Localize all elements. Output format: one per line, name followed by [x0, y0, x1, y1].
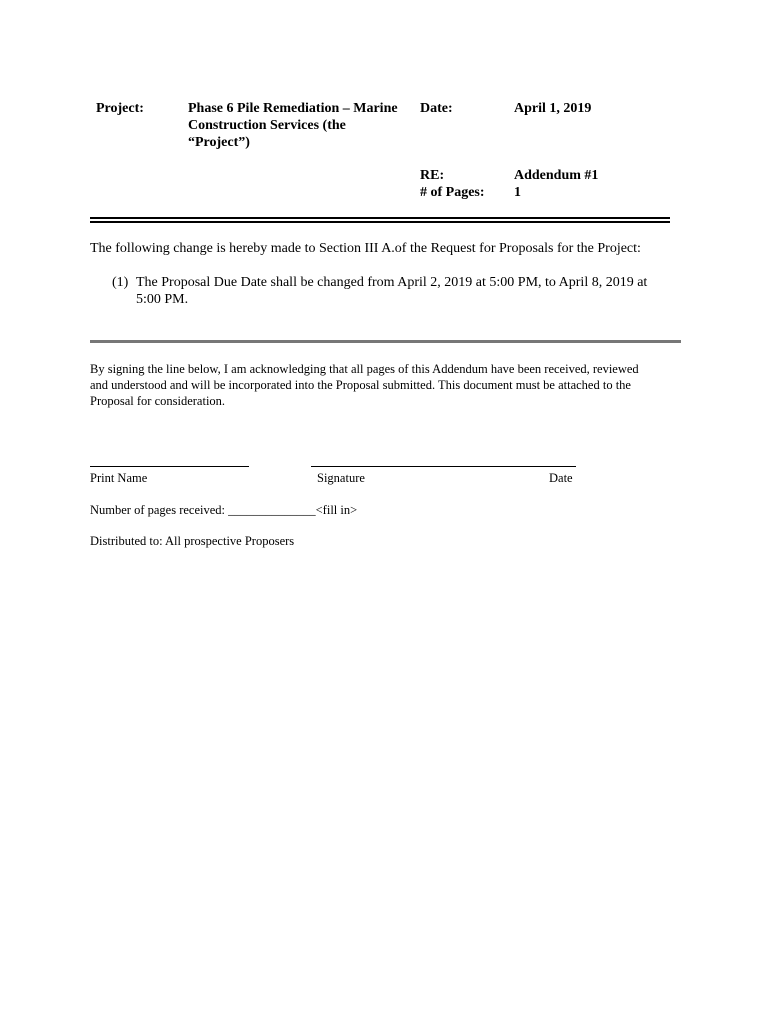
project-value — [188, 100, 413, 151]
print-name-line[interactable] — [90, 466, 249, 467]
distributed-to-text: Distributed to: All prospective Proposers — [90, 534, 295, 548]
item-line-1: The Proposal Due Date shall be changed from April 2, 2019 at 5:00 PM, to April 8, 2019 at — [136, 275, 648, 290]
section-divider — [90, 340, 681, 343]
date-label: Date: — [420, 101, 453, 116]
pages-received-text: Number of pages received: ______________<fill in> — [90, 503, 358, 517]
item-number: (1) — [112, 275, 129, 290]
acknowledgement-text — [90, 361, 690, 409]
project-value-line-3: “Project”) — [188, 135, 250, 150]
acknowledgement-line-2: and understood and will be incorporated into the Proposal submitted. This document must be attached to the — [90, 378, 631, 392]
signature-label: Signature — [317, 471, 365, 485]
project-value-line-2: Construction Services (the — [188, 118, 346, 133]
intro-text: The following change is hereby made to Section III A.of the Request for Proposals for the Project: — [90, 241, 641, 256]
re-label: RE: — [420, 168, 445, 183]
pages-label: # of Pages: — [420, 185, 485, 200]
header-divider — [90, 217, 670, 223]
re-value: Addendum #1 — [514, 168, 599, 183]
acknowledgement-line-1: By signing the line below, I am acknowledging that all pages of this Addendum have been received, reviewed — [90, 362, 639, 376]
signature-line[interactable] — [311, 466, 576, 467]
project-value-line-1: Phase 6 Pile Remediation – Marine — [188, 101, 398, 116]
item-text — [136, 274, 696, 308]
item-line-2: 5:00 PM. — [136, 292, 189, 307]
date-value: April 1, 2019 — [514, 101, 592, 116]
pages-value: 1 — [514, 185, 521, 200]
print-name-label: Print Name — [90, 471, 148, 485]
acknowledgement-line-3: Proposal for consideration. — [90, 394, 226, 408]
date-field-label: Date — [549, 471, 573, 485]
project-label: Project: — [96, 101, 144, 116]
